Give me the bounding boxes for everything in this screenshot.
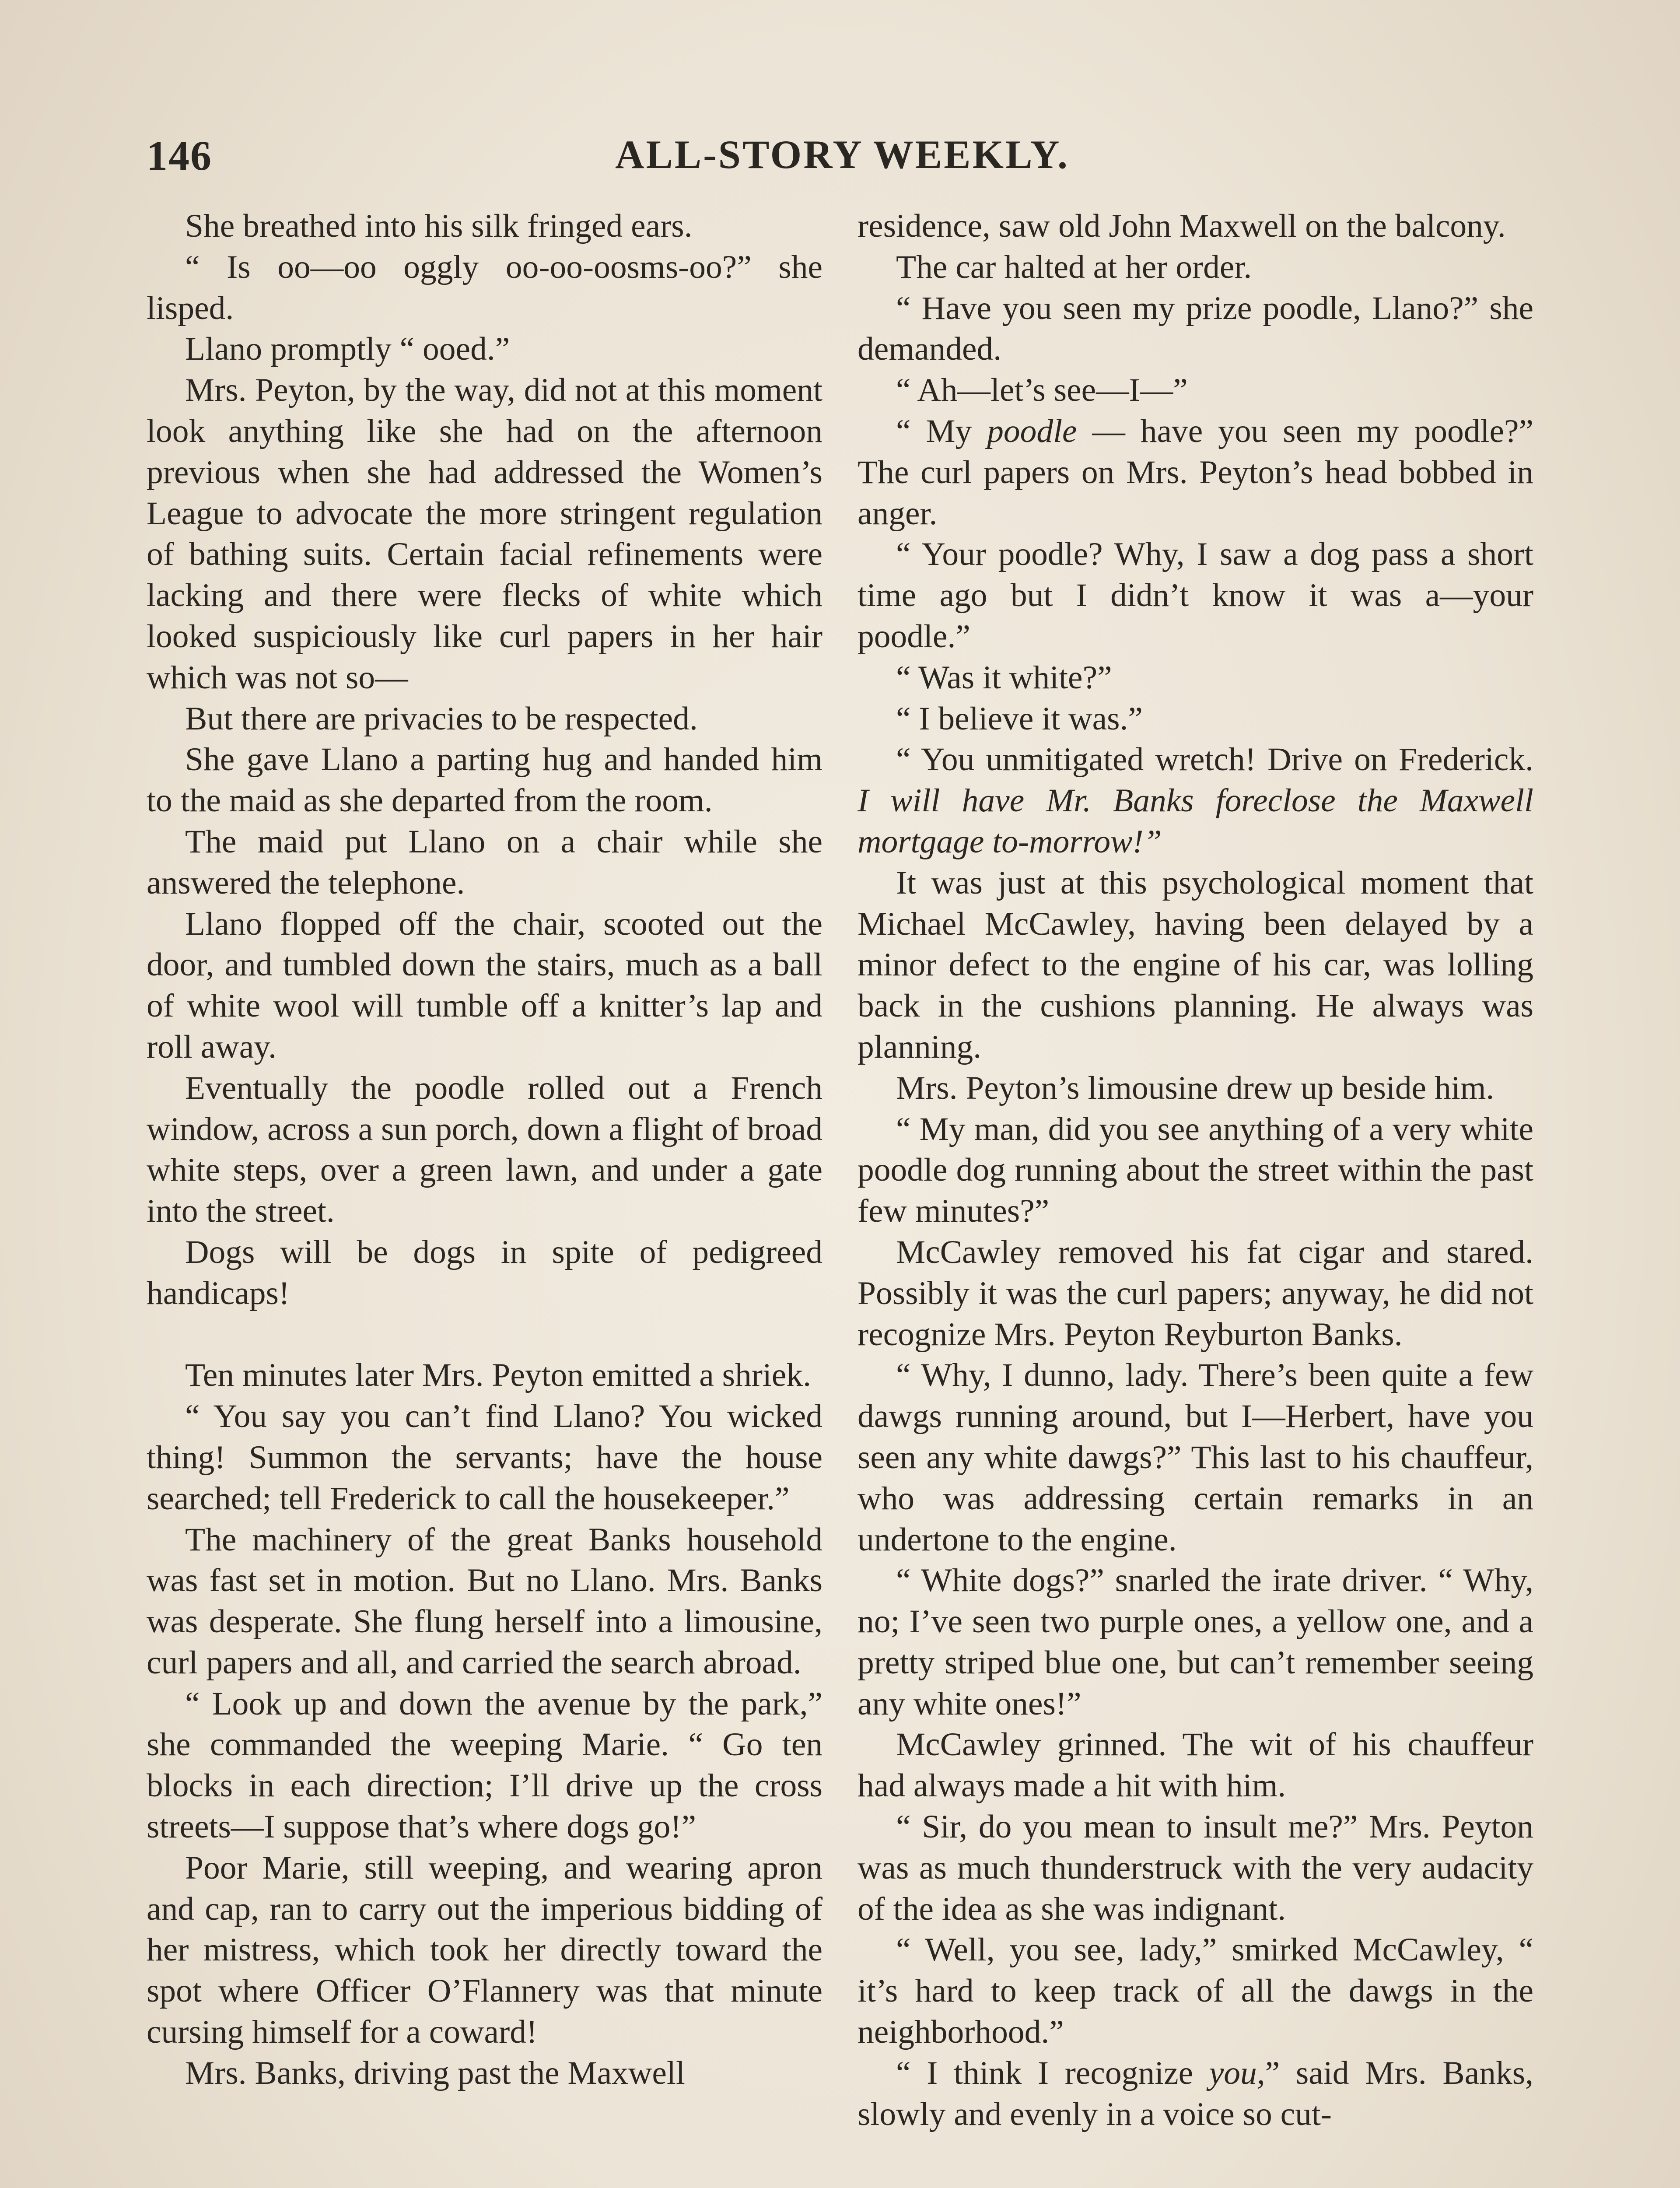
paragraph: “ I believe it was.” bbox=[896, 700, 1143, 737]
paragraph: “ White dogs?” snarled the irate driver. “ Why, no; I’ve seen two purple ones, a yellow one, and a pretty striped blue one, but can’t remember seeing any white ones!” bbox=[858, 1562, 1533, 1722]
paragraph: Mrs. Peyton’s limousine drew up beside him. bbox=[896, 1069, 1494, 1106]
paragraph: Dogs will be dogs in spite of pedigreed handicaps! bbox=[147, 1234, 822, 1311]
paragraph: McCawley removed his fat cigar and stared. Possibly it was the curl papers; anyway, he did not recognize Mrs. Peyton Reyburton Banks. bbox=[858, 1234, 1533, 1353]
paragraph: “ You say you can’t find Llano? You wicked thing! Summon the servants; have the house searched; tell Frederick to call the housekeeper.” bbox=[147, 1398, 822, 1517]
paragraph: The machinery of the great Banks household was fast set in motion. But no Llano. Mrs. Banks was desperate. She flung herself into a limousine, curl papers and all, and carried the search abroad. bbox=[147, 1521, 822, 1681]
paragraph: Mrs. Peyton, by the way, did not at this moment look anything like she had on the afternoon previous when she had addressed the Women’s League to advocate the more stringent regulation of bathing suits. Certain facial refinements were lacking and there were flecks of white which looked suspiciously like curl papers in her hair which was not so— bbox=[147, 372, 822, 696]
paragraph bbox=[858, 411, 1533, 534]
right-column bbox=[858, 206, 1533, 2135]
page-header bbox=[147, 131, 1538, 179]
paragraph: Llano promptly “ ooed.” bbox=[185, 331, 510, 368]
paragraph: “ Well, you see, lady,” smirked McCawley, “ it’s hard to keep track of all the dawgs in the neighborhood.” bbox=[858, 1932, 1533, 2051]
paragraph: McCawley grinned. The wit of his chauffeur had always made a hit with him. bbox=[858, 1726, 1533, 1804]
running-title: ALL-STORY WEEKLY. bbox=[615, 132, 1069, 177]
paragraph: “ Look up and down the avenue by the park,” she commanded the weeping Marie. “ Go ten blocks in each direction; I’ll drive up the cross streets—I suppose that’s where dogs go!” bbox=[147, 1685, 822, 1845]
paragraph: “ Sir, do you mean to insult me?” Mrs. Peyton was as much thunderstruck with the very audacity of the idea as she was indignant. bbox=[858, 1809, 1533, 1927]
paragraph: “ Is oo—oo oggly oo-oo-oosms-oo?” she lisped. bbox=[147, 249, 822, 326]
left-column bbox=[147, 206, 822, 2094]
page-number: 146 bbox=[147, 132, 212, 179]
paragraph: Ten minutes later Mrs. Peyton emitted a shriek. bbox=[185, 1357, 811, 1394]
text-run: “ I think I recognize bbox=[896, 2055, 1209, 2091]
paragraph bbox=[858, 2053, 1533, 2135]
section-break bbox=[147, 1314, 822, 1355]
text-run: — have you seen my poodle?” The curl papers on Mrs. Peyton’s head bobbed in anger. bbox=[858, 413, 1533, 532]
text-run: “ You unmitigated wretch! Drive on Frederick. bbox=[896, 741, 1533, 778]
paragraph: The car halted at her order. bbox=[896, 249, 1252, 285]
paragraph: “ Have you seen my prize poodle, Llano?” she demanded. bbox=[858, 290, 1533, 368]
italic-text: I will have Mr. Banks foreclose the Maxwell mortgage to-morrow!” bbox=[858, 782, 1533, 860]
italic-text: you, bbox=[1209, 2055, 1265, 2091]
paragraph: She gave Llano a parting hug and handed him to the maid as she departed from the room. bbox=[147, 741, 822, 819]
paragraph: Llano flopped off the chair, scooted out the door, and tumbled down the stairs, much as a ball of white wool will tumble off a knitter’s lap and roll away. bbox=[147, 905, 822, 1065]
paragraph: residence, saw old John Maxwell on the balcony. bbox=[858, 208, 1506, 244]
paragraph: “ Your poodle? Why, I saw a dog pass a short time ago but I didn’t know it was a—your poodle.” bbox=[858, 536, 1533, 655]
paragraph: “ Ah—let’s see—I—” bbox=[896, 372, 1188, 409]
paragraph: She breathed into his silk fringed ears. bbox=[185, 208, 693, 244]
paragraph: “ My man, did you see anything of a very white poodle dog running about the street within the past few minutes?” bbox=[858, 1111, 1533, 1230]
paragraph: Eventually the poodle rolled out a French window, across a sun porch, down a flight of broad white steps, over a green lawn, and under a gate into the street. bbox=[147, 1069, 822, 1230]
paragraph: Mrs. Banks, driving past the Maxwell bbox=[185, 2055, 685, 2091]
text-run: ” said Mrs. Banks, slowly and evenly in a voice so cut- bbox=[858, 2055, 1533, 2132]
text-run: “ My bbox=[896, 413, 987, 449]
paragraph bbox=[858, 739, 1533, 862]
paragraph: The maid put Llano on a chair while she answered the telephone. bbox=[147, 823, 822, 901]
italic-text: poodle bbox=[987, 413, 1077, 449]
paragraph: “ Was it white?” bbox=[896, 659, 1112, 696]
paragraph: Poor Marie, still weeping, and wearing apron and cap, ran to carry out the imperious bidding of her mistress, which took her directly toward the spot where Officer O’Flannery was that minute cursing himself for a coward! bbox=[147, 1849, 822, 2051]
paragraph: “ Why, I dunno, lady. There’s been quite a few dawgs running around, but I—Herbert, have you seen any white dawgs?” This last to his chauffeur, who was addressing certain remarks in an undertone to the engine. bbox=[858, 1357, 1533, 1558]
paragraph: It was just at this psychological moment that Michael McCawley, having been delayed by a minor defect to the engine of his car, was lolling back in the cushions planning. He always was planning. bbox=[858, 864, 1533, 1065]
paragraph: But there are privacies to be respected. bbox=[185, 700, 698, 737]
